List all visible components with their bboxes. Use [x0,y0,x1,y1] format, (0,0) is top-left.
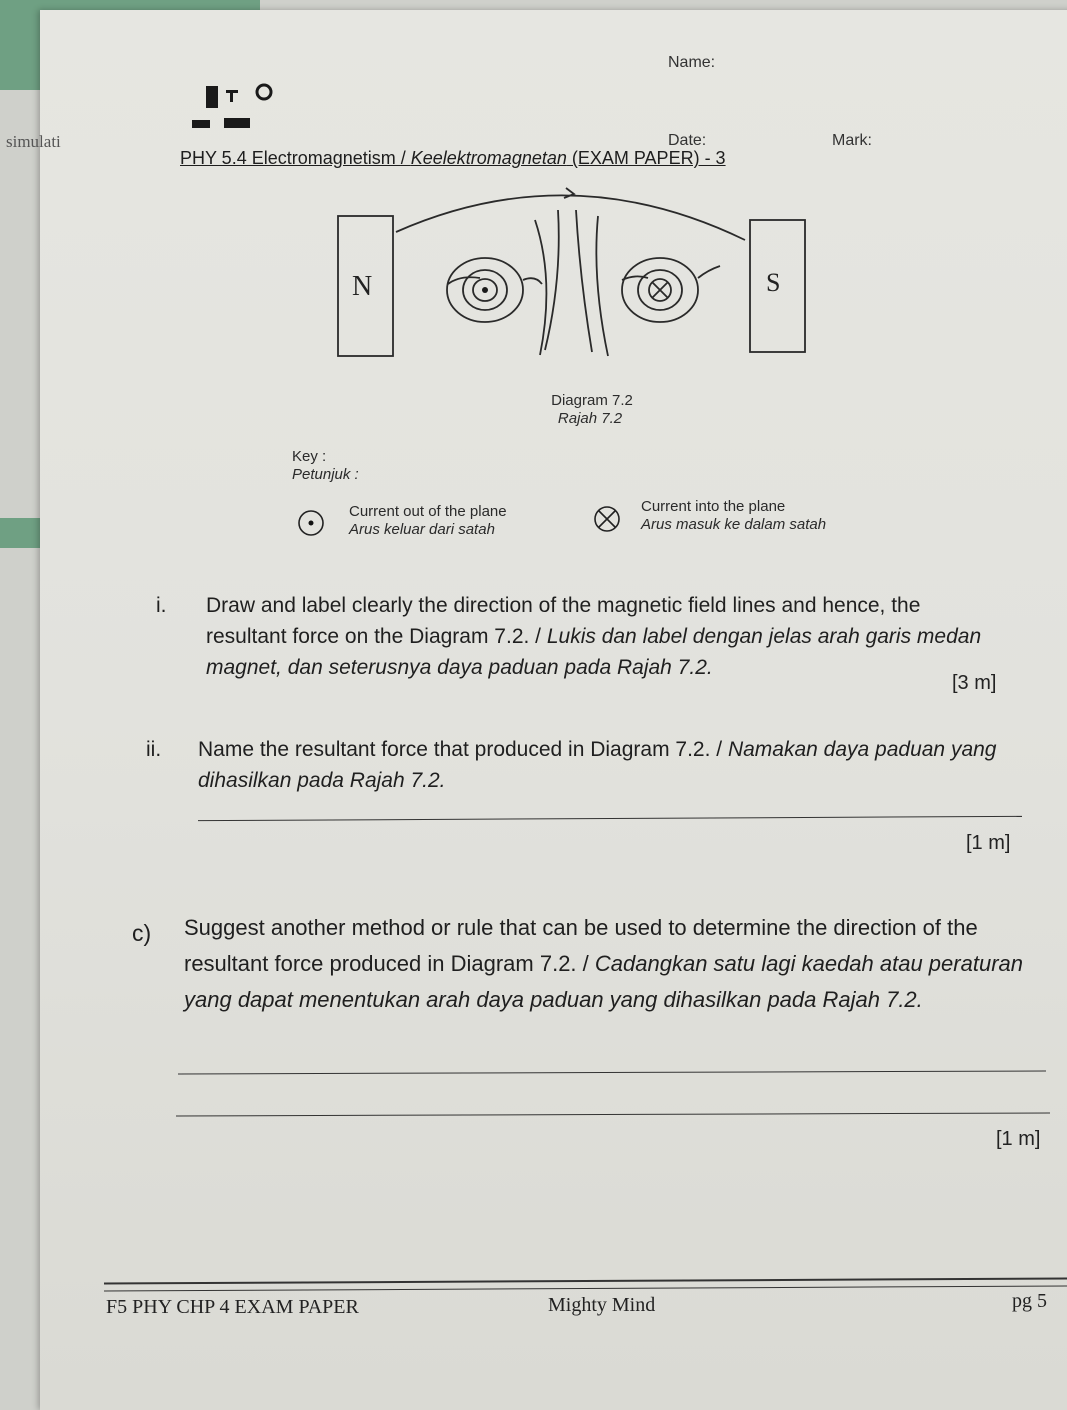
question-c-text [184,910,1044,1018]
key-into-label-malay: Arus masuk ke dalam satah [641,516,827,533]
mark-label: Mark: [832,132,872,149]
key-out-label: Current out of the plane [349,503,507,520]
question-i-marks: [3 m] [952,672,997,694]
title-suffix: (EXAM PAPER) - 3 [566,148,726,168]
question-ii-text-en: Name the resultant force that produced in Diagram 7.2. / [198,738,728,761]
key-title: Key : [292,448,327,465]
key-out-label-malay: Arus keluar dari satah [349,521,495,538]
page-title [180,148,726,169]
magnetic-field-diagram [330,180,820,365]
footer-left: F5 PHY CHP 4 EXAM PAPER [106,1296,359,1318]
north-label: N [352,271,373,302]
diagram-caption-malay: Rajah 7.2 [557,410,623,427]
question-i-text-ms: Lukis dan label dengan jelas arah garis medan magnet, dan seterusnya daya paduan pada Rajah 7.2. [206,625,982,679]
question-c-text-ms: Cadangkan satu lagi kaedah atau peraturan yang dapat menentukan arah daya paduan yang dihasilkan pada Rajah 7.2. [184,951,1023,1012]
question-ii-marks: [1 m] [966,832,1011,854]
field-arc-top [396,195,745,240]
question-i-number: i. [156,594,167,617]
school-logo-icon [190,78,280,134]
title-malay: Keelektromagnetan [410,148,567,168]
question-i-text [206,590,996,683]
date-label: Date: [668,132,707,149]
title-main: PHY 5.4 Electromagnetism / [180,148,411,168]
question-ii-text [198,734,998,796]
question-c-text-en: Suggest another method or rule that can be used to determine the direction of the resultant force produced in Diagram 7.2. / [184,915,978,976]
question-i-text-en: Draw and label clearly the direction of the magnetic field lines and hence, the resultant force on the Diagram 7.2. / [206,594,921,648]
footer-center: Mighty Mind [548,1294,656,1316]
footer-page-number: pg 5 [1012,1290,1047,1312]
name-label: Name: [668,54,716,71]
current-out-icon [296,508,326,538]
diagram-caption: Diagram 7.2 [551,392,633,409]
south-label: S [766,268,781,297]
question-ii-number: ii. [146,738,162,761]
key-into-label: Current into the plane [641,498,786,515]
current-into-icon [592,504,622,534]
question-c-number: c) [132,920,152,946]
question-c-marks: [1 m] [996,1128,1041,1150]
margin-text: simulati [6,132,61,151]
question-ii-text-ms: Namakan daya paduan yang dihasilkan pada Rajah 7.2. [198,738,997,792]
key-title-malay: Petunjuk : [292,466,359,483]
